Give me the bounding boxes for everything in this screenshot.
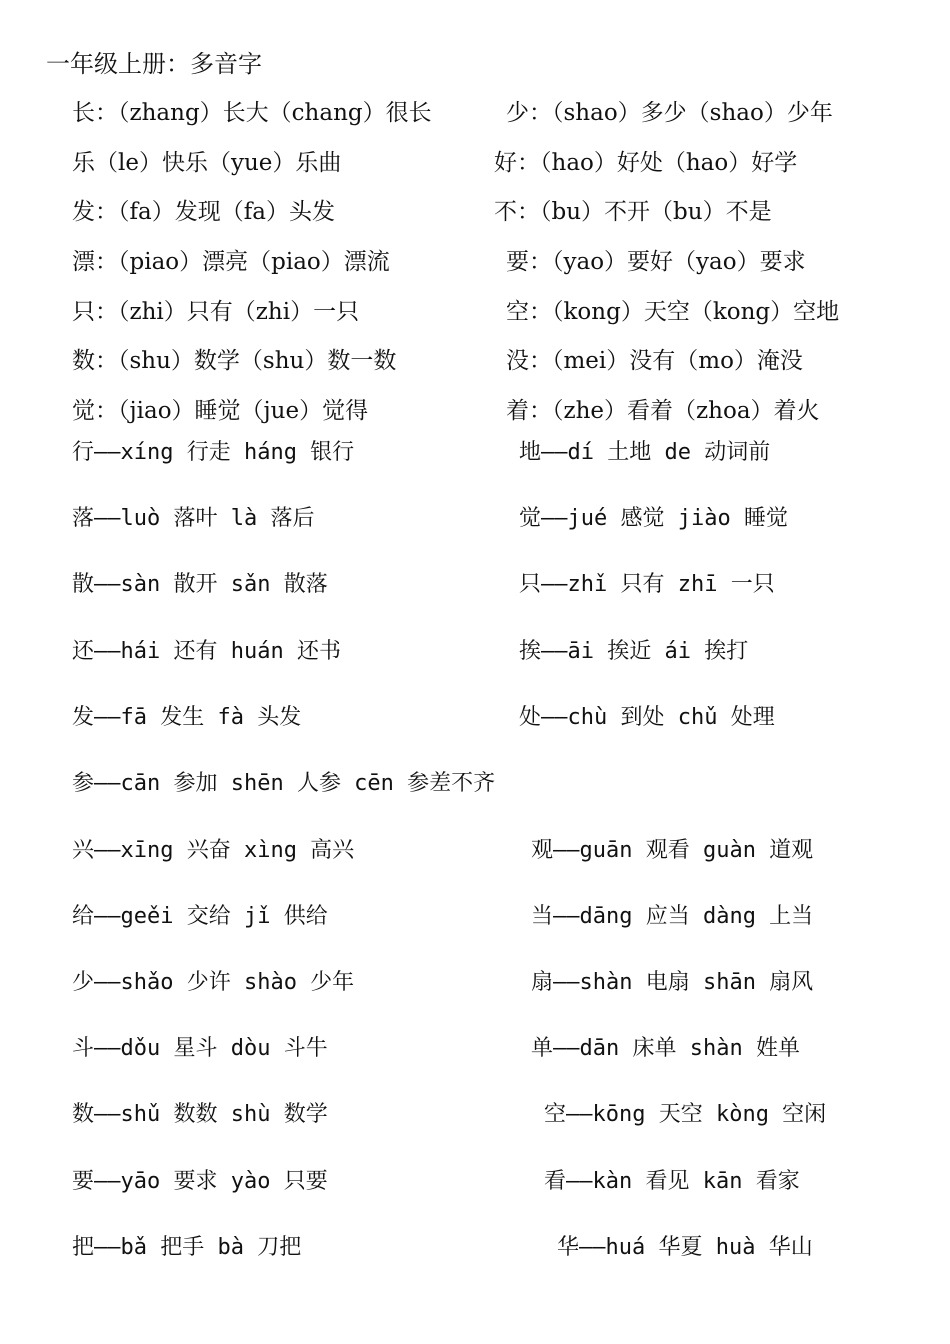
entry-right: 觉——jué 感觉 jiào 睡觉 bbox=[519, 506, 788, 531]
entry-right: 观——guān 观看 guàn 道观 bbox=[531, 838, 814, 863]
entry-right: 扇——shàn 电扇 shān 扇风 bbox=[531, 970, 814, 995]
entry-right: 处——chù 到处 chǔ 处理 bbox=[519, 705, 775, 730]
entry-right: 空：（kong）天空（kong）空地 bbox=[506, 299, 840, 325]
entry-left: 还——hái 还有 huán 还书 bbox=[72, 639, 341, 664]
entry-right: 不：（bu）不开（bu）不是 bbox=[494, 199, 772, 225]
entry-right: 要：（yao）要好（yao）要求 bbox=[506, 249, 806, 275]
entry-left: 长：（zhang）长大（chang）很长 bbox=[72, 100, 432, 126]
entry-left: 漂：（piao）漂亮（piao）漂流 bbox=[72, 249, 390, 275]
entry-left: 把——bǎ 把手 bà 刀把 bbox=[72, 1235, 302, 1260]
entry-left: 行——xíng 行走 háng 银行 bbox=[72, 440, 355, 465]
entry-left: 斗——dǒu 星斗 dòu 斗牛 bbox=[72, 1036, 328, 1061]
entry-right: 地——dí 土地 de 动词前 bbox=[519, 440, 771, 465]
entry-left: 只：（zhi）只有（zhi）一只 bbox=[72, 299, 360, 325]
entry-left: 觉：（jiao）睡觉（jue）觉得 bbox=[72, 398, 369, 424]
entry-right: 没：（mei）没有（mo）淹没 bbox=[506, 348, 803, 374]
entry-right: 只——zhǐ 只有 zhī 一只 bbox=[519, 572, 775, 597]
entry-right: 着：（zhe）看着（zhoa）着火 bbox=[506, 398, 820, 424]
entry-right: 空——kōng 天空 kòng 空闲 bbox=[544, 1102, 827, 1127]
entry-right: 少：（shao）多少（shao）少年 bbox=[506, 100, 833, 126]
entry-right: 看——kàn 看见 kān 看家 bbox=[544, 1169, 800, 1194]
entry-left: 数——shǔ 数数 shù 数学 bbox=[72, 1102, 328, 1127]
entry-left: 要——yāo 要求 yào 只要 bbox=[72, 1169, 328, 1194]
entry-right: 当——dāng 应当 dàng 上当 bbox=[531, 904, 814, 929]
entry-left: 给——geěi 交给 jǐ 供给 bbox=[72, 904, 328, 929]
entry-left: 发：（fa）发现（fa）头发 bbox=[72, 199, 335, 225]
entry-right: 华——huá 华夏 huà 华山 bbox=[557, 1235, 813, 1260]
entry-right: 挨——āi 挨近 ái 挨打 bbox=[519, 639, 749, 664]
entry-left: 散——sàn 散开 sǎn 散落 bbox=[72, 572, 328, 597]
entry-right: 好：（hao）好处（hao）好学 bbox=[494, 150, 798, 176]
entry-left: 参——cān 参加 shēn 人参 cēn 参差不齐 bbox=[72, 771, 496, 796]
entry-left: 少——shǎo 少许 shào 少年 bbox=[72, 970, 355, 995]
entry-left: 落——luò 落叶 là 落后 bbox=[72, 506, 315, 531]
page-title: 一年级上册：多音字 bbox=[46, 50, 262, 78]
entry-left: 发——fā 发生 fà 头发 bbox=[72, 705, 302, 730]
entry-left: 乐（le）快乐（yue）乐曲 bbox=[72, 150, 342, 176]
entry-left: 兴——xīng 兴奋 xìng 高兴 bbox=[72, 838, 355, 863]
entry-left: 数：（shu）数学（shu）数一数 bbox=[72, 348, 397, 374]
entry-right: 单——dān 床单 shàn 姓单 bbox=[531, 1036, 800, 1061]
